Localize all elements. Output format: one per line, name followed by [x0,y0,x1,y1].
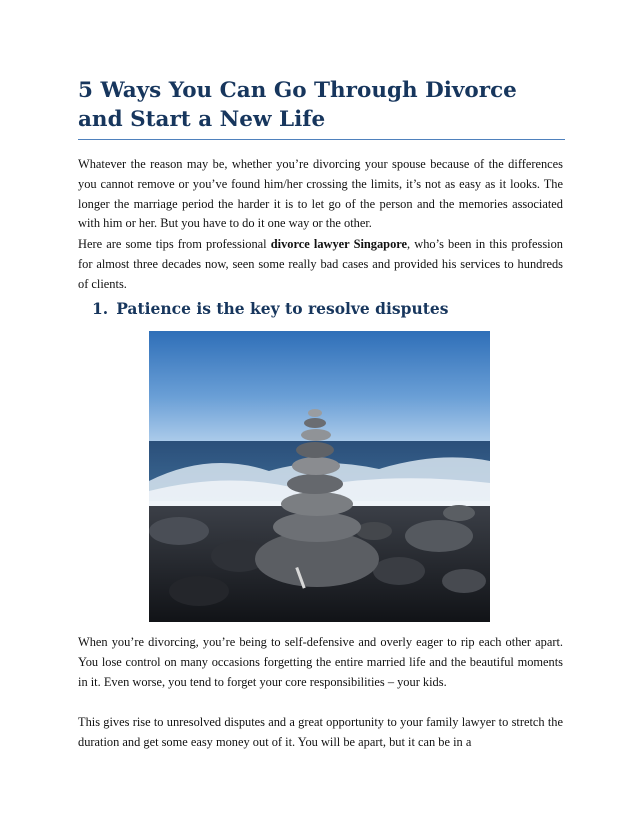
section-heading-text: Patience is the key to resolve disputes [116,299,449,318]
tips-text-before: Here are some tips from professional [78,237,271,251]
tips-text-after: , who’s been in this profession for almost three decades now, seen some really bad cases and provided his services to hundreds of clients. [78,237,563,291]
section1-paragraph-1: When you’re divorcing, you’re being to self-defensive and overly eager to rip each other apart. You lose control on many occasions forgetting the entire married life and the beautiful moments in it. Even worse, you tend to forget your core responsibilities – your kids. [78,635,563,689]
stacked-stones-photo [149,331,490,622]
section1-paragraph-2: This gives rise to unresolved disputes and a great opportunity to your family lawyer to stretch the duration and get some easy money out of it. You will be apart, but it can be in a [78,715,563,749]
section-heading-1 [92,299,449,318]
intro-paragraph: Whatever the reason may be, whether you’re divorcing your spouse because of the differences you cannot remove or you’ve found him/her crossing the limits, it’s not as easy as it looks. The longer the marriage period the harder it is to let go of the person and the memories associated with him or her. But you have to do it one way or the other. [78,157,563,231]
article-title: 5 Ways You Can Go Through Divorce and Start a New Life [78,78,517,132]
lawyer-keyword: divorce lawyer Singapore [270,237,408,251]
section-number: 1. [92,299,109,318]
title-divider [78,139,565,140]
tips-paragraph [78,235,563,294]
